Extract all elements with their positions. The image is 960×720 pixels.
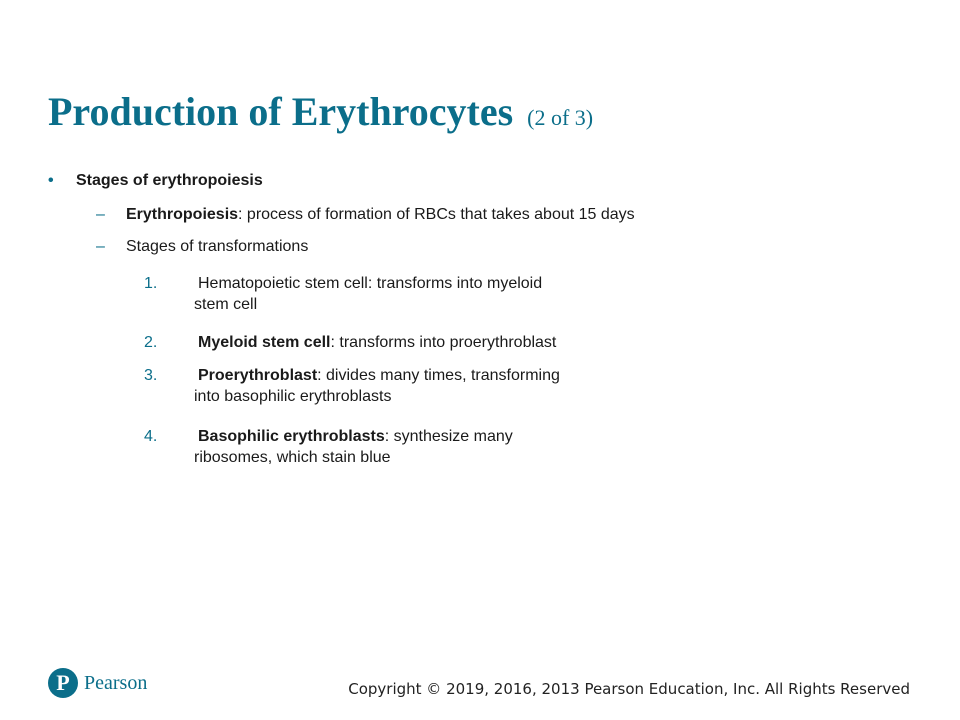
subitem-stages-of-transformations [96, 238, 308, 256]
stage-continuation: into basophilic erythroblasts [194, 388, 392, 405]
stage-item-3 [144, 365, 704, 407]
stage-text: : synthesize many [384, 428, 513, 445]
title-subtitle: (2 of 3) [527, 105, 594, 130]
subitem-bold: Erythropoiesis [126, 206, 239, 223]
stage-item-2 [144, 332, 704, 353]
slide-title [48, 88, 593, 135]
pearson-p-icon: P [48, 668, 78, 698]
stage-number: 2. [144, 334, 158, 351]
stage-bold: Myeloid stem cell [198, 334, 331, 351]
dash-marker: – [96, 206, 105, 223]
bullet-marker: • [48, 172, 54, 189]
stage-number: 3. [144, 367, 158, 384]
bullet-stages-of-erythropoiesis [48, 172, 263, 190]
subitem-erythropoiesis [96, 206, 635, 224]
bullet-text: Stages of erythropoiesis [76, 172, 263, 189]
stage-text: : divides many times, transforming [317, 367, 560, 384]
dash-marker: – [96, 238, 105, 255]
stage-item-4 [144, 426, 704, 468]
stage-number: 4. [144, 428, 158, 445]
stage-bold: Basophilic erythroblasts [198, 428, 385, 445]
pearson-logo [48, 668, 147, 698]
copyright-notice: Copyright © 2019, 2016, 2013 Pearson Education, Inc. All Rights Reserved [348, 680, 910, 698]
stage-item-1 [144, 273, 704, 315]
subitem-text: : process of formation of RBCs that takes about 15 days [238, 206, 635, 223]
subitem-text: Stages of transformations [126, 238, 309, 255]
title-main: Production of Erythrocytes [48, 89, 514, 134]
stage-continuation: ribosomes, which stain blue [194, 449, 391, 466]
stage-bold: Proerythroblast [198, 367, 318, 384]
stage-number: 1. [144, 275, 158, 292]
pearson-wordmark: Pearson [84, 671, 148, 694]
stage-text: : transforms into proerythroblast [330, 334, 557, 351]
stage-text: Hematopoietic stem cell: transforms into myeloid [198, 275, 543, 292]
stage-continuation: stem cell [194, 296, 258, 313]
